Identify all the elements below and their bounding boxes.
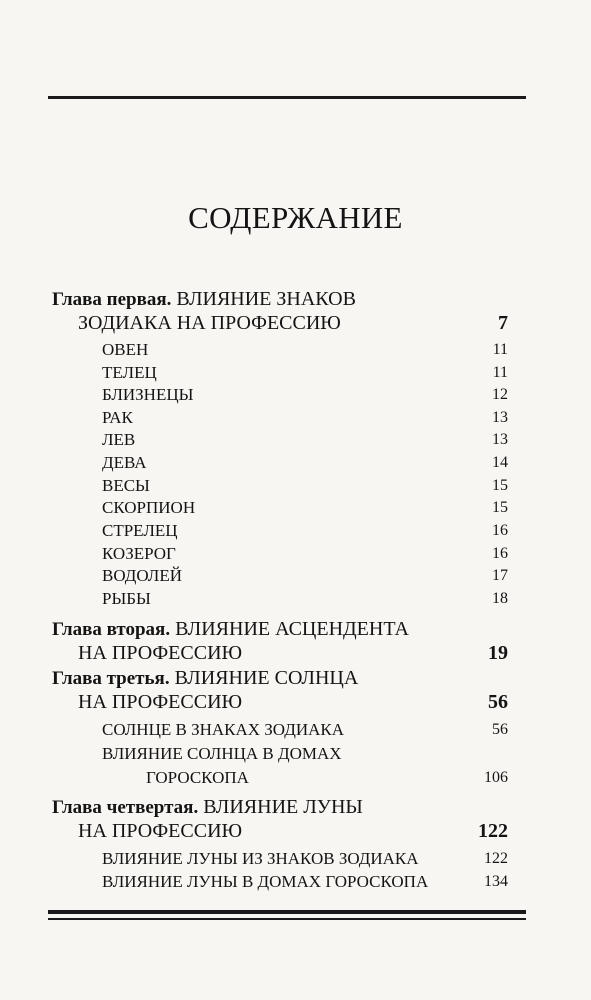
chapter-1-title-line1: ВЛИЯНИЕ ЗНАКОВ	[176, 288, 356, 310]
chapter-3-title-line1: ВЛИЯНИЕ СОЛНЦА	[174, 667, 359, 689]
chapter-1-title-line2: ЗОДИАКА НА ПРОФЕССИЮ	[78, 312, 341, 334]
chapter-3-heading	[52, 666, 358, 691]
toc-item-page: 122	[484, 850, 508, 867]
chapter-2-heading	[52, 617, 409, 642]
bottom-rule-thin	[48, 918, 526, 920]
chapter-4-page: 122	[478, 820, 508, 842]
toc-item-page: 134	[484, 873, 508, 890]
chapter-4-title-line1: ВЛИЯНИЕ ЛУНЫ	[203, 796, 363, 818]
chapter-1-heading	[52, 287, 356, 312]
chapter-3-lead: Глава третья.	[52, 668, 170, 689]
toc-item: РАК	[102, 408, 133, 427]
toc-item-page: 56	[492, 721, 508, 738]
toc-item-page: 16	[492, 522, 508, 539]
chapter-2-page: 19	[488, 642, 508, 664]
toc-item: ВЛИЯНИЕ СОЛНЦА В ДОМАХ	[102, 744, 342, 763]
toc-item: РЫБЫ	[102, 589, 151, 608]
toc-item: ВЛИЯНИЕ ЛУНЫ В ДОМАХ ГОРОСКОПА	[102, 872, 429, 891]
toc-item-page: 16	[492, 545, 508, 562]
toc-item: ВЕСЫ	[102, 476, 150, 495]
toc-item-continuation: ГОРОСКОПА	[146, 768, 249, 787]
toc-item: ТЕЛЕЦ	[102, 363, 157, 382]
toc-item: СТРЕЛЕЦ	[102, 521, 178, 540]
chapter-4-title-line2: НА ПРОФЕССИЮ	[78, 820, 243, 842]
toc-item: ЛЕВ	[102, 430, 136, 449]
chapter-2-title-line1: ВЛИЯНИЕ АСЦЕНДЕНТА	[175, 618, 409, 640]
toc-item-page: 17	[492, 567, 508, 584]
chapter-3-page: 56	[488, 691, 508, 713]
toc-item-page: 14	[492, 454, 508, 471]
toc-item-page: 15	[492, 477, 508, 494]
chapter-1-page: 7	[498, 312, 508, 334]
chapter-4-lead: Глава четвертая.	[52, 797, 199, 818]
toc-item-page: 12	[492, 386, 508, 403]
toc-item-page: 11	[492, 341, 508, 358]
chapter-4-heading	[52, 795, 363, 820]
toc-item: КОЗЕРОГ	[102, 544, 176, 563]
toc-item: ВЛИЯНИЕ ЛУНЫ ИЗ ЗНАКОВ ЗОДИАКА	[102, 849, 419, 868]
toc-item: ОВЕН	[102, 340, 149, 359]
toc-item: ВОДОЛЕЙ	[102, 566, 182, 585]
toc-item-page: 13	[492, 409, 508, 426]
bottom-rule-thick	[48, 910, 526, 914]
chapter-3-title-line2: НА ПРОФЕССИЮ	[78, 691, 243, 713]
toc-item-page: 15	[492, 499, 508, 516]
toc-item-page: 18	[492, 590, 508, 607]
toc-item: БЛИЗНЕЦЫ	[102, 385, 194, 404]
toc-item-page: 13	[492, 431, 508, 448]
toc-item: СКОРПИОН	[102, 498, 196, 517]
chapter-1-lead: Глава первая.	[52, 289, 172, 310]
page-title: СОДЕРЖАНИЕ	[188, 200, 403, 235]
toc-item: ДЕВА	[102, 453, 147, 472]
toc-item-page: 11	[492, 364, 508, 381]
chapter-2-lead: Глава вторая.	[52, 619, 171, 640]
toc-item-page: 106	[484, 769, 508, 786]
chapter-2-title-line2: НА ПРОФЕССИЮ	[78, 642, 243, 664]
toc-item: СОЛНЦЕ В ЗНАКАХ ЗОДИАКА	[102, 720, 345, 739]
